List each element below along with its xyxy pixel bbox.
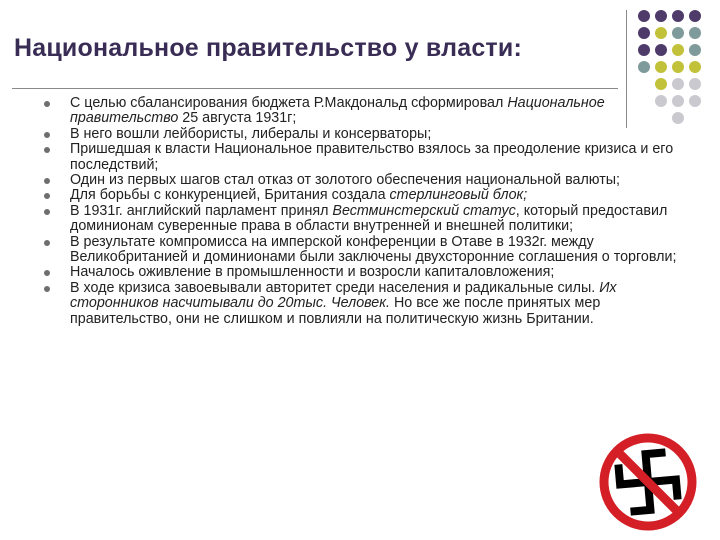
bullet-text-italic: Национальное правительство (70, 95, 605, 127)
decor-dot (655, 27, 667, 39)
bullet-item (42, 127, 678, 142)
bullet-text-italic: Вестминстерский статус (332, 202, 516, 219)
decor-dot (689, 27, 701, 39)
decor-dot (689, 10, 701, 22)
decor-dot (689, 44, 701, 56)
bullet-item (42, 142, 678, 173)
decor-dot (655, 10, 667, 22)
decor-dot (689, 61, 701, 73)
bullet-item (42, 96, 678, 127)
decor-dot (672, 10, 684, 22)
bullet-item (42, 281, 678, 327)
bullet-text-italic: стерлинговый блок; (389, 187, 528, 204)
bullet-item (42, 235, 678, 266)
bullet-text: 25 августа 1931г; (178, 110, 297, 127)
bullet-item (42, 188, 678, 203)
decor-dot (672, 78, 684, 90)
bullet-text: С целью сбалансирования бюджета Р.Макдональд сформировал (70, 95, 508, 111)
bullet-text: В результате компромисса на имперской конференции в Отаве в 1932г. между Великобританией и доминионами были заключены двухсторонние соглашения о торговли; (70, 233, 677, 266)
bullet-text: Для борьбы с конкуренцией, Британия создала (70, 187, 390, 204)
bullet-text: Один из первых шагов стал отказ от золотого обеспечения национальной валюты; (70, 172, 620, 189)
decor-dot (655, 61, 667, 73)
bullet-item (42, 265, 678, 280)
decor-dot (672, 27, 684, 39)
bullet-item (42, 173, 678, 188)
decor-dot (638, 10, 650, 22)
bullet-text: Но все же после принятых мер правительство, они не слишком и повлияли на политическую жизнь Британии. (70, 295, 601, 327)
title-divider (12, 88, 618, 89)
bullet-text-italic: Их сторонников насчитывали до 20тыс. Человек. (70, 279, 617, 312)
decor-dot (655, 78, 667, 90)
bullet-text: В ходе кризиса завоевывали авторитет среди населения и радикальные силы. (70, 279, 600, 296)
decor-dot (672, 61, 684, 73)
decor-dot (638, 44, 650, 56)
bullet-item (42, 204, 678, 235)
prohibited-swastika-icon (598, 432, 698, 532)
bullet-text: В 1931г. английский парламент принял (70, 202, 333, 219)
bullet-text: Пришедшая к власти Национальное правительство взялось за преодоление кризиса и его последствий; (70, 141, 674, 173)
bullet-text: , который предоставил доминионам суверенные права в области внутренней и внешней политики; (70, 202, 668, 235)
decor-dot (689, 95, 701, 107)
bullet-text: В него вошли лейбористы, либералы и консерваторы; (70, 125, 432, 142)
decor-dot (638, 27, 650, 39)
bullet-list (42, 96, 678, 327)
slide-title: Национальное правительство у власти: (14, 34, 522, 62)
decor-dot (672, 44, 684, 56)
bullet-text: Началось оживление в промышленности и возросли капиталовложения; (70, 264, 555, 281)
decor-dot (638, 61, 650, 73)
decor-dot (655, 44, 667, 56)
decor-dot (689, 78, 701, 90)
